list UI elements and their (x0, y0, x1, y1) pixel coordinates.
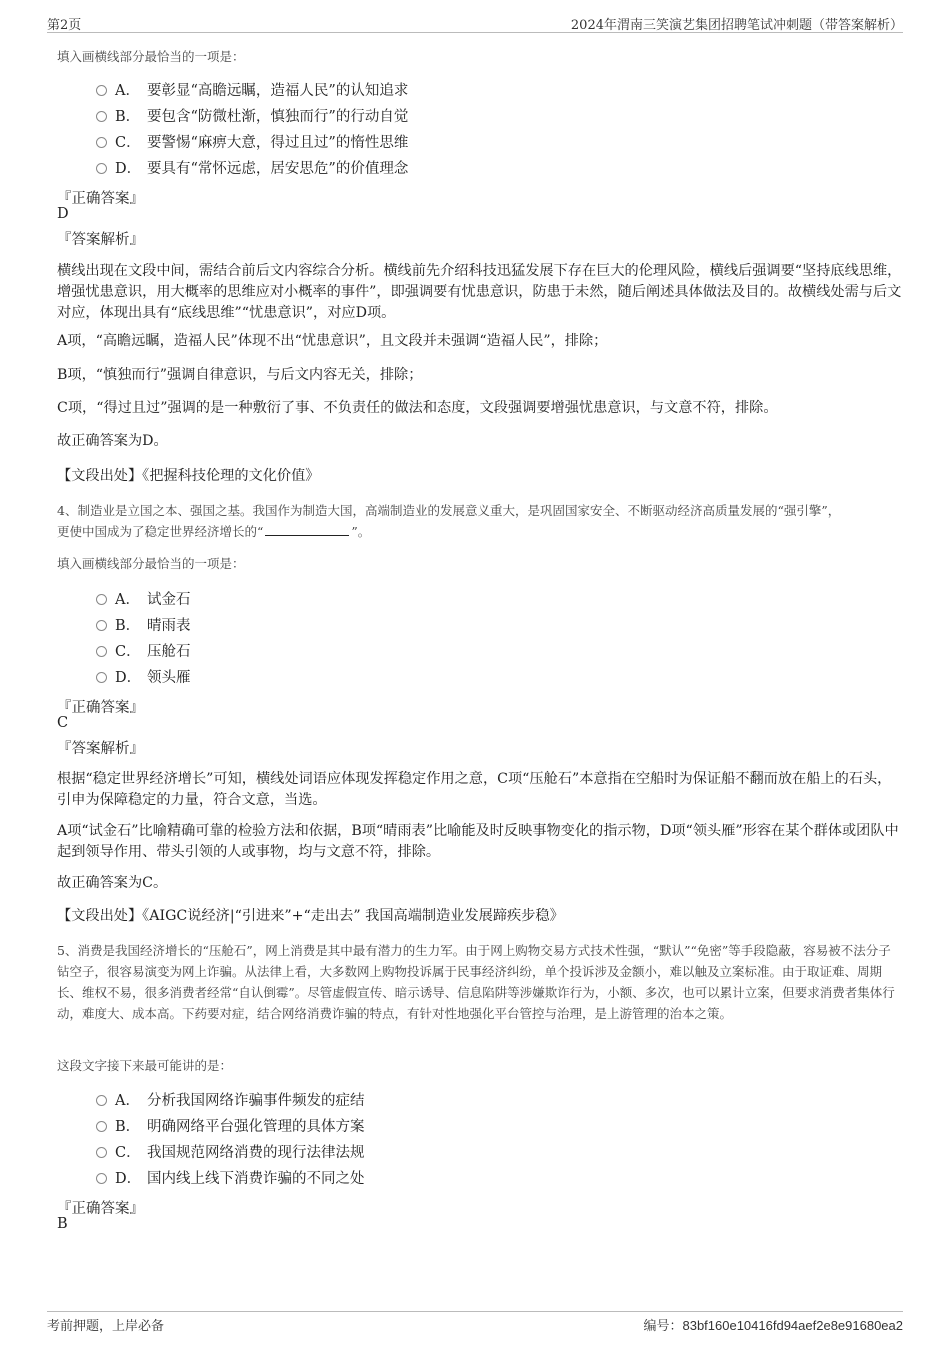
radio-icon[interactable] (96, 163, 107, 174)
q5-option-b[interactable]: B． 明确网络平台强化管理的具体方案 (96, 1116, 365, 1138)
radio-icon[interactable] (96, 594, 107, 605)
page-footer (47, 1311, 903, 1335)
q3-option-b[interactable]: B． 要包含“防微杜渐，慎独而行”的行动自觉 (96, 106, 408, 128)
page-number: 第2页 (47, 18, 82, 33)
q5-option-d[interactable]: D． 国内线上线下消费诈骗的不同之处 (96, 1168, 365, 1190)
document-title: 2024年渭南三笑演艺集团招聘笔试冲刺题（带答案解析） (570, 18, 903, 33)
q3-answer: D (57, 206, 69, 222)
q3-analysis-5: 故正确答案为D。 (57, 433, 168, 449)
radio-icon[interactable] (96, 646, 107, 657)
q4-option-c[interactable]: C． 压舱石 (96, 641, 191, 663)
q4-option-b[interactable]: B． 晴雨表 (96, 615, 191, 637)
blank-line (265, 523, 349, 536)
q4-source: 【文段出处】《AIGC说经济|“引进来”+“走出去” 我国高端制造业发展蹄疾步稳》 (57, 908, 564, 924)
q5-option-c[interactable]: C． 我国规范网络消费的现行法律法规 (96, 1142, 365, 1164)
radio-icon[interactable] (96, 1121, 107, 1132)
q3-analysis-1: 横线出现在文段中间，需结合前后文内容综合分析。横线前先介绍科技迅猛发展下存在巨大的伦理风险，横线后强调要“坚持底线思维，增强忧患意识，用大概率的思维应对小概率的事件”，即强调要有忧患意识，防患于未然，随后阐述具体做法及目的。故横线处需与后文对应，体现出具有“底线思维”“忧患意识”，对应D项。 (57, 263, 902, 321)
q4-analysis-1: 根据“稳定世界经济增长”可知，横线处词语应体现发挥稳定作用之意，C项“压舱石”本意指在空船时为保证船不翻而放在船上的石头，引申为保障稳定的力量，符合文意，当选。 (57, 771, 892, 808)
q3-answer-label: 『正确答案』 (57, 191, 144, 207)
footer-slogan: 考前押题，上岸必备 (47, 1319, 165, 1334)
q3-source: 【文段出处】《把握科技伦理的文化价值》 (57, 468, 320, 484)
radio-icon[interactable] (96, 1147, 107, 1158)
radio-icon[interactable] (96, 137, 107, 148)
q4-answer: C (57, 715, 69, 731)
q3-option-d[interactable]: D． 要具有“常怀远虑，居安思危”的价值理念 (96, 158, 408, 180)
q3-prompt: 填入画横线部分最恰当的一项是： (57, 49, 245, 64)
q5-answer: B (57, 1216, 68, 1232)
q4-stem: 4、制造业是立国之本、强国之基。我国作为制造大国，高端制造业的发展意义重大，是巩固国家安全、不断驱动经济高质量发展的“强引擎”， 更使中国成为了稳定世界经济增长的“ ”。 (57, 503, 841, 539)
radio-icon[interactable] (96, 672, 107, 683)
radio-icon[interactable] (96, 620, 107, 631)
q4-analysis-2: A项“试金石”比喻精确可靠的检验方法和依据，B项“晴雨表”比喻能及时反映事物变化的指示物，D项“领头雁”形容在某个群体或团队中起到领导作用、带头引领的人或事物，均与文意不符，排除。 (57, 823, 899, 860)
q4-analysis-3: 故正确答案为C。 (57, 875, 168, 891)
radio-icon[interactable] (96, 85, 107, 96)
q4-analysis-label: 『答案解析』 (57, 741, 144, 757)
q3-analysis-2: A项，“高瞻远瞩，造福人民”体现不出“忧患意识”，且文段并未强调“造福人民”，排除； (57, 333, 608, 349)
q5-option-a[interactable]: A． 分析我国网络诈骗事件频发的症结 (96, 1090, 365, 1112)
q5-prompt: 这段文字接下来最可能讲的是： (57, 1058, 233, 1073)
radio-icon[interactable] (96, 1095, 107, 1106)
q5-stem: 5、消费是我国经济增长的“压舱石”，网上消费是其中最有潜力的生力军。由于网上购物交易方式技术性强，“默认”“免密”等手段隐蔽，容易被不法分子钻空子，很容易演变为网上诈骗。从法律上看，大多数网上购物投诉属于民事经济纠纷，单个投诉涉及金额小，难以触及立案标准。由于取证难、周期长、维权不易，很多消费者经常“自认倒霉”。尽管虚假宣传、暗示诱导、信息陷阱等涉嫌欺诈行为，小额、多次，也可以累计立案，但要求消费者集体行动，难度大、成本高。下药要对症，结合网络消费诈骗的特点，有针对性地强化平台管控与治理，是上游管理的治本之策。 (57, 943, 895, 1021)
q5-answer-label: 『正确答案』 (57, 1201, 144, 1217)
q3-option-c[interactable]: C． 要警惕“麻痹大意，得过且过”的惰性思维 (96, 132, 408, 154)
q4-answer-label: 『正确答案』 (57, 700, 144, 716)
document-code: 编号：83bf160e10416fd94aef2e8e91680ea2 (643, 1318, 903, 1334)
page-header (47, 14, 903, 33)
q3-analysis-3: B项，“慎独而行”强调自律意识，与后文内容无关，排除； (57, 367, 423, 383)
q3-option-a[interactable]: A． 要彰显“高瞻远瞩，造福人民”的认知追求 (96, 80, 408, 102)
q4-prompt: 填入画横线部分最恰当的一项是： (57, 556, 245, 571)
q3-analysis-4: C项，“得过且过”强调的是一种敷衍了事、不负责任的做法和态度，文段强调要增强忧患意识，与文意不符，排除。 (57, 400, 778, 416)
q4-option-d[interactable]: D． 领头雁 (96, 667, 191, 689)
q4-option-a[interactable]: A． 试金石 (96, 589, 191, 611)
radio-icon[interactable] (96, 111, 107, 122)
q3-analysis-label: 『答案解析』 (57, 232, 144, 248)
radio-icon[interactable] (96, 1173, 107, 1184)
